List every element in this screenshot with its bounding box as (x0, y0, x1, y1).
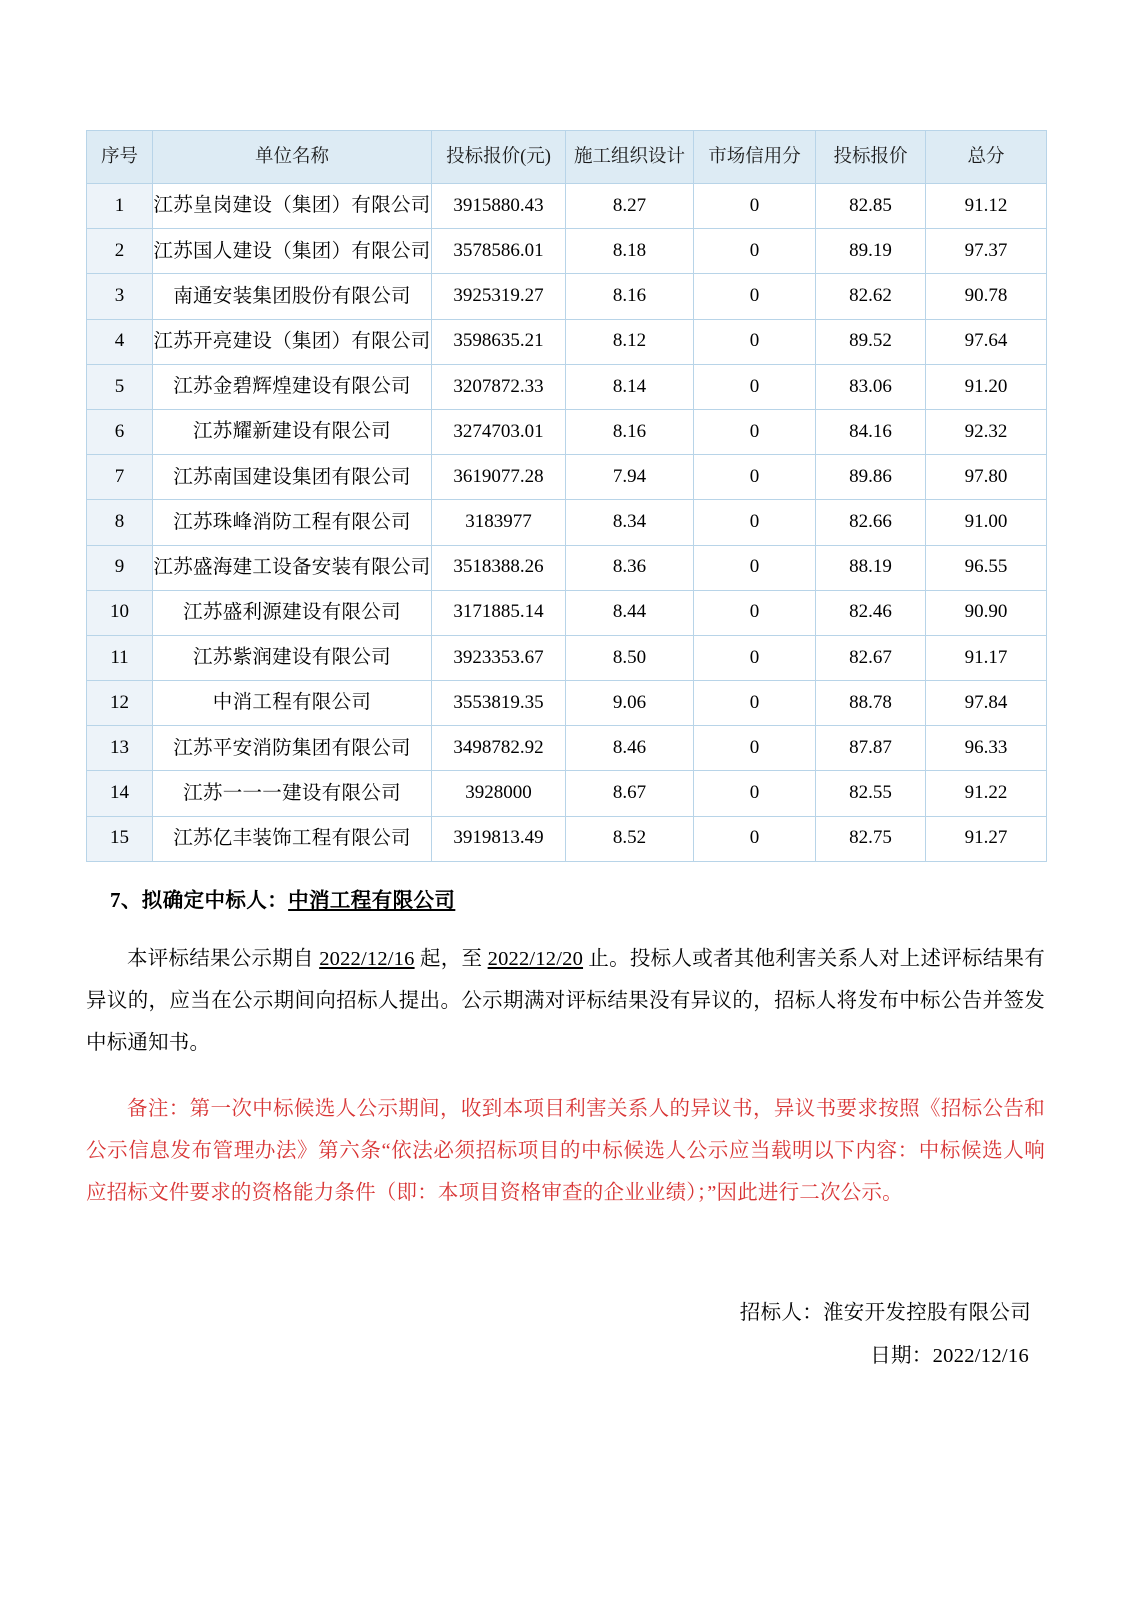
cell-credit: 0 (694, 364, 816, 409)
winner-label: 、拟确定中标人： (120, 889, 289, 912)
cell-quote: 89.19 (816, 229, 926, 274)
cell-seq: 8 (87, 500, 153, 545)
table-row (87, 184, 1047, 229)
cell-seq: 13 (87, 726, 153, 771)
cell-total: 97.84 (926, 681, 1047, 726)
cell-total: 91.27 (926, 816, 1047, 861)
table-row (87, 635, 1047, 680)
cell-seq: 10 (87, 590, 153, 635)
cell-design: 8.46 (566, 726, 694, 771)
cell-name: 江苏亿丰装饰工程有限公司 (153, 816, 432, 861)
notice-part1: 本评标结果公示期自 (127, 947, 320, 970)
table-row (87, 590, 1047, 635)
cell-total: 91.17 (926, 635, 1047, 680)
cell-quote: 82.46 (816, 590, 926, 635)
cell-total: 90.78 (926, 274, 1047, 319)
winner-declaration (86, 884, 1045, 918)
table-row (87, 500, 1047, 545)
document-footer (86, 1292, 1045, 1378)
cell-credit: 0 (694, 771, 816, 816)
cell-total: 91.12 (926, 184, 1047, 229)
cell-quote: 82.85 (816, 184, 926, 229)
cell-design: 7.94 (566, 455, 694, 500)
cell-quote: 88.78 (816, 681, 926, 726)
cell-seq: 12 (87, 681, 153, 726)
cell-credit: 0 (694, 319, 816, 364)
cell-seq: 11 (87, 635, 153, 680)
cell-quote: 89.86 (816, 455, 926, 500)
table-row (87, 455, 1047, 500)
winner-item-number: 7 (110, 887, 121, 912)
cell-price: 3619077.28 (432, 455, 566, 500)
cell-total: 97.80 (926, 455, 1047, 500)
table-header (87, 131, 1047, 184)
cell-price: 3518388.26 (432, 545, 566, 590)
cell-credit: 0 (694, 455, 816, 500)
cell-quote: 82.67 (816, 635, 926, 680)
cell-quote: 83.06 (816, 364, 926, 409)
cell-name: 江苏紫润建设有限公司 (153, 635, 432, 680)
cell-design: 8.14 (566, 364, 694, 409)
cell-credit: 0 (694, 184, 816, 229)
winner-company-name: 中消工程有限公司 (288, 889, 456, 912)
cell-seq: 9 (87, 545, 153, 590)
cell-price: 3553819.35 (432, 681, 566, 726)
column-header-seq: 序号 (87, 131, 153, 184)
table-row (87, 364, 1047, 409)
cell-credit: 0 (694, 816, 816, 861)
notice-part2: 起，至 (414, 947, 488, 970)
cell-price: 3928000 (432, 771, 566, 816)
notice-part3: 止。投标人或者其他利害关系人对上述评标结果有异议的，应当在公示期间向招标人提出。公示期满对评标结果没有异议的，招标人将发布中标公告并签发中标通知书。 (86, 947, 1045, 1054)
cell-price: 3923353.67 (432, 635, 566, 680)
column-header-design: 施工组织设计 (566, 131, 694, 184)
cell-credit: 0 (694, 635, 816, 680)
cell-seq: 6 (87, 409, 153, 454)
table-row (87, 681, 1047, 726)
cell-design: 8.16 (566, 274, 694, 319)
cell-price: 3207872.33 (432, 364, 566, 409)
cell-name: 南通安装集团股份有限公司 (153, 274, 432, 319)
cell-quote: 82.55 (816, 771, 926, 816)
cell-quote: 87.87 (816, 726, 926, 771)
cell-credit: 0 (694, 500, 816, 545)
remark-paragraph: 备注：第一次中标候选人公示期间，收到本项目利害关系人的异议书，异议书要求按照《招标公告和公示信息发布管理办法》第六条“依法必须招标项目的中标候选人公示应当载明以下内容：中标候选人响应招标文件要求的资格能力条件（即：本项目资格审查的企业业绩）；”因此进行二次公示。 (86, 1097, 1045, 1204)
cell-quote: 82.62 (816, 274, 926, 319)
cell-name: 中消工程有限公司 (153, 681, 432, 726)
cell-total: 91.20 (926, 364, 1047, 409)
cell-credit: 0 (694, 545, 816, 590)
table-row (87, 726, 1047, 771)
cell-total: 91.00 (926, 500, 1047, 545)
cell-price: 3171885.14 (432, 590, 566, 635)
cell-total: 96.33 (926, 726, 1047, 771)
table-row (87, 274, 1047, 319)
cell-total: 96.55 (926, 545, 1047, 590)
cell-design: 8.50 (566, 635, 694, 680)
table-row (87, 545, 1047, 590)
table-row (87, 771, 1047, 816)
cell-design: 8.16 (566, 409, 694, 454)
cell-name: 江苏皇岗建设（集团）有限公司 (153, 184, 432, 229)
cell-name: 江苏平安消防集团有限公司 (153, 726, 432, 771)
cell-design: 8.12 (566, 319, 694, 364)
cell-seq: 4 (87, 319, 153, 364)
cell-seq: 2 (87, 229, 153, 274)
cell-total: 97.37 (926, 229, 1047, 274)
cell-credit: 0 (694, 590, 816, 635)
cell-seq: 7 (87, 455, 153, 500)
cell-price: 3919813.49 (432, 816, 566, 861)
cell-seq: 5 (87, 364, 153, 409)
cell-total: 92.32 (926, 409, 1047, 454)
cell-price: 3915880.43 (432, 184, 566, 229)
cell-design: 8.52 (566, 816, 694, 861)
cell-design: 8.36 (566, 545, 694, 590)
cell-name: 江苏珠峰消防工程有限公司 (153, 500, 432, 545)
cell-price: 3183977 (432, 500, 566, 545)
cell-price: 3925319.27 (432, 274, 566, 319)
cell-quote: 88.19 (816, 545, 926, 590)
cell-name: 江苏南国建设集团有限公司 (153, 455, 432, 500)
cell-credit: 0 (694, 726, 816, 771)
cell-name: 江苏一一一建设有限公司 (153, 771, 432, 816)
cell-price: 3598635.21 (432, 319, 566, 364)
cell-design: 8.27 (566, 184, 694, 229)
cell-quote: 82.66 (816, 500, 926, 545)
cell-seq: 14 (87, 771, 153, 816)
cell-credit: 0 (694, 229, 816, 274)
cell-total: 90.90 (926, 590, 1047, 635)
cell-name: 江苏金碧辉煌建设有限公司 (153, 364, 432, 409)
cell-quote: 84.16 (816, 409, 926, 454)
cell-credit: 0 (694, 681, 816, 726)
cell-design: 8.34 (566, 500, 694, 545)
publicity-start-date: 2022/12/16 (319, 947, 415, 970)
date-line: 日期：2022/12/16 (870, 1344, 1029, 1367)
cell-seq: 1 (87, 184, 153, 229)
cell-price: 3498782.92 (432, 726, 566, 771)
cell-seq: 3 (87, 274, 153, 319)
cell-credit: 0 (694, 409, 816, 454)
cell-name: 江苏盛海建工设备安装有限公司 (153, 545, 432, 590)
tenderer-line: 招标人：淮安开发控股有限公司 (739, 1301, 1031, 1324)
column-header-price: 投标报价(元) (432, 131, 566, 184)
cell-quote: 89.52 (816, 319, 926, 364)
cell-credit: 0 (694, 274, 816, 319)
cell-design: 8.18 (566, 229, 694, 274)
column-header-total: 总分 (926, 131, 1047, 184)
cell-name: 江苏盛利源建设有限公司 (153, 590, 432, 635)
table-body (87, 184, 1047, 862)
column-header-quote: 投标报价 (816, 131, 926, 184)
cell-design: 8.44 (566, 590, 694, 635)
cell-design: 9.06 (566, 681, 694, 726)
table-row (87, 319, 1047, 364)
publicity-period-paragraph (86, 938, 1045, 1064)
cell-total: 91.22 (926, 771, 1047, 816)
cell-price: 3578586.01 (432, 229, 566, 274)
table-header-row (87, 131, 1047, 184)
cell-name: 江苏国人建设（集团）有限公司 (153, 229, 432, 274)
column-header-credit: 市场信用分 (694, 131, 816, 184)
cell-name: 江苏耀新建设有限公司 (153, 409, 432, 454)
table-row (87, 409, 1047, 454)
cell-seq: 15 (87, 816, 153, 861)
cell-quote: 82.75 (816, 816, 926, 861)
cell-price: 3274703.01 (432, 409, 566, 454)
bid-evaluation-table (86, 130, 1047, 862)
cell-total: 97.64 (926, 319, 1047, 364)
table-row (87, 229, 1047, 274)
cell-design: 8.67 (566, 771, 694, 816)
column-header-name: 单位名称 (153, 131, 432, 184)
publicity-end-date: 2022/12/20 (487, 947, 584, 970)
cell-name: 江苏开亮建设（集团）有限公司 (153, 319, 432, 364)
table-row (87, 816, 1047, 861)
